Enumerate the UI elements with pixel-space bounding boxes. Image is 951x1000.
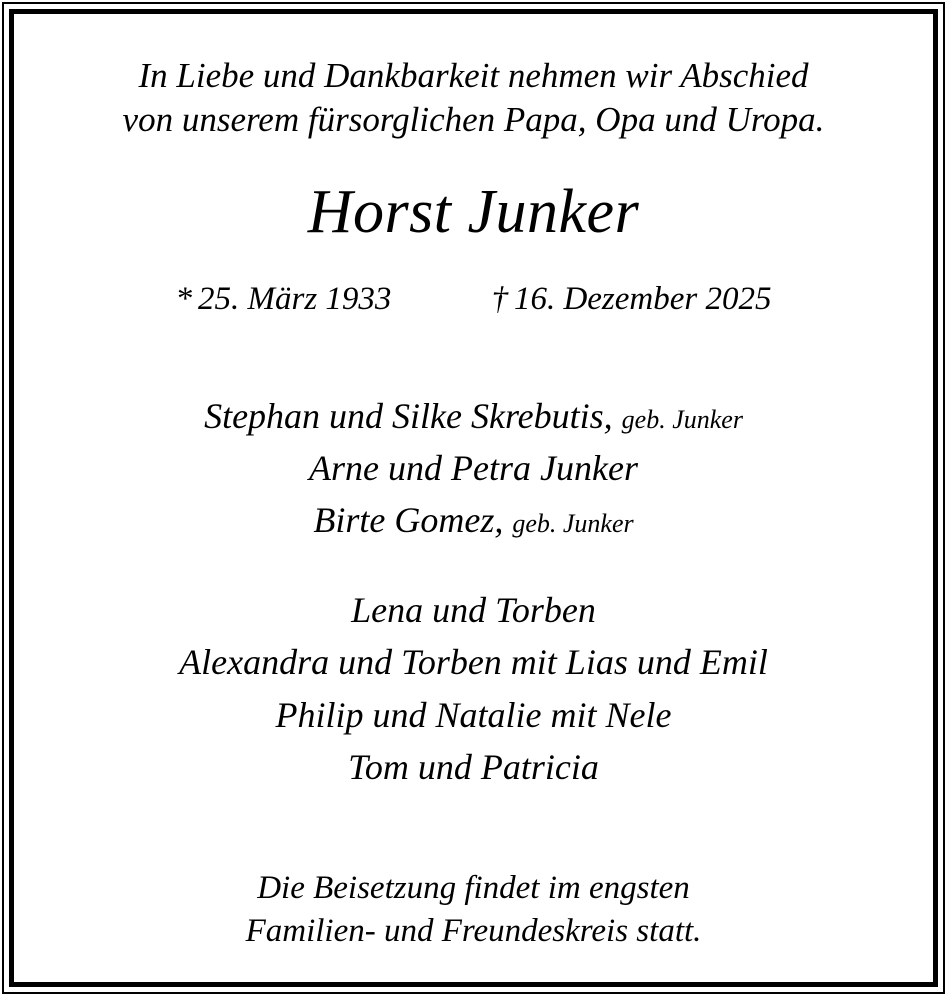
children-block	[44, 390, 903, 547]
deceased-name: Horst Junker	[307, 177, 640, 246]
dagger-died-symbol: †	[491, 280, 508, 317]
children-line-name: Arne und Petra Junker	[309, 447, 638, 488]
obituary-outer-border	[2, 2, 945, 994]
deceased-name-block	[44, 177, 903, 246]
children-line	[44, 442, 903, 494]
closing-line-1: Die Beisetzung findet im engsten	[257, 869, 690, 906]
asterisk-born-symbol: *	[175, 280, 192, 317]
birth-date	[176, 281, 392, 318]
intro-line-1: In Liebe und Dankbarkeit nehmen wir Abschied	[138, 56, 809, 95]
intro-text	[44, 54, 903, 142]
death-date-value: 16. Dezember 2025	[513, 280, 772, 317]
obituary-notice	[14, 14, 933, 982]
grandchildren-block	[44, 584, 903, 793]
grandchildren-line: Philip und Natalie mit Nele	[275, 694, 672, 735]
closing-line-2: Familien- und Freundeskreis statt.	[245, 912, 702, 949]
closing-text	[44, 867, 903, 953]
grandchildren-line: Lena und Torben	[351, 590, 596, 631]
death-date	[491, 281, 771, 318]
grandchildren-line: Alexandra und Torben mit Lias und Emil	[179, 642, 768, 683]
children-line-name: Stephan und Silke Skrebutis,	[204, 395, 613, 436]
children-line-maiden-name: geb. Junker	[621, 404, 743, 434]
children-line-name: Birte Gomez,	[313, 499, 504, 540]
children-line-maiden-name: geb. Junker	[512, 508, 634, 538]
obituary-inner-border	[9, 9, 938, 987]
intro-line-2: von unserem fürsorglichen Papa, Opa und Uropa.	[122, 99, 825, 139]
children-line	[44, 390, 903, 442]
life-dates	[44, 281, 903, 318]
birth-date-value: 25. März 1933	[198, 280, 392, 317]
children-line	[44, 494, 903, 546]
grandchildren-line: Tom und Patricia	[348, 746, 599, 787]
